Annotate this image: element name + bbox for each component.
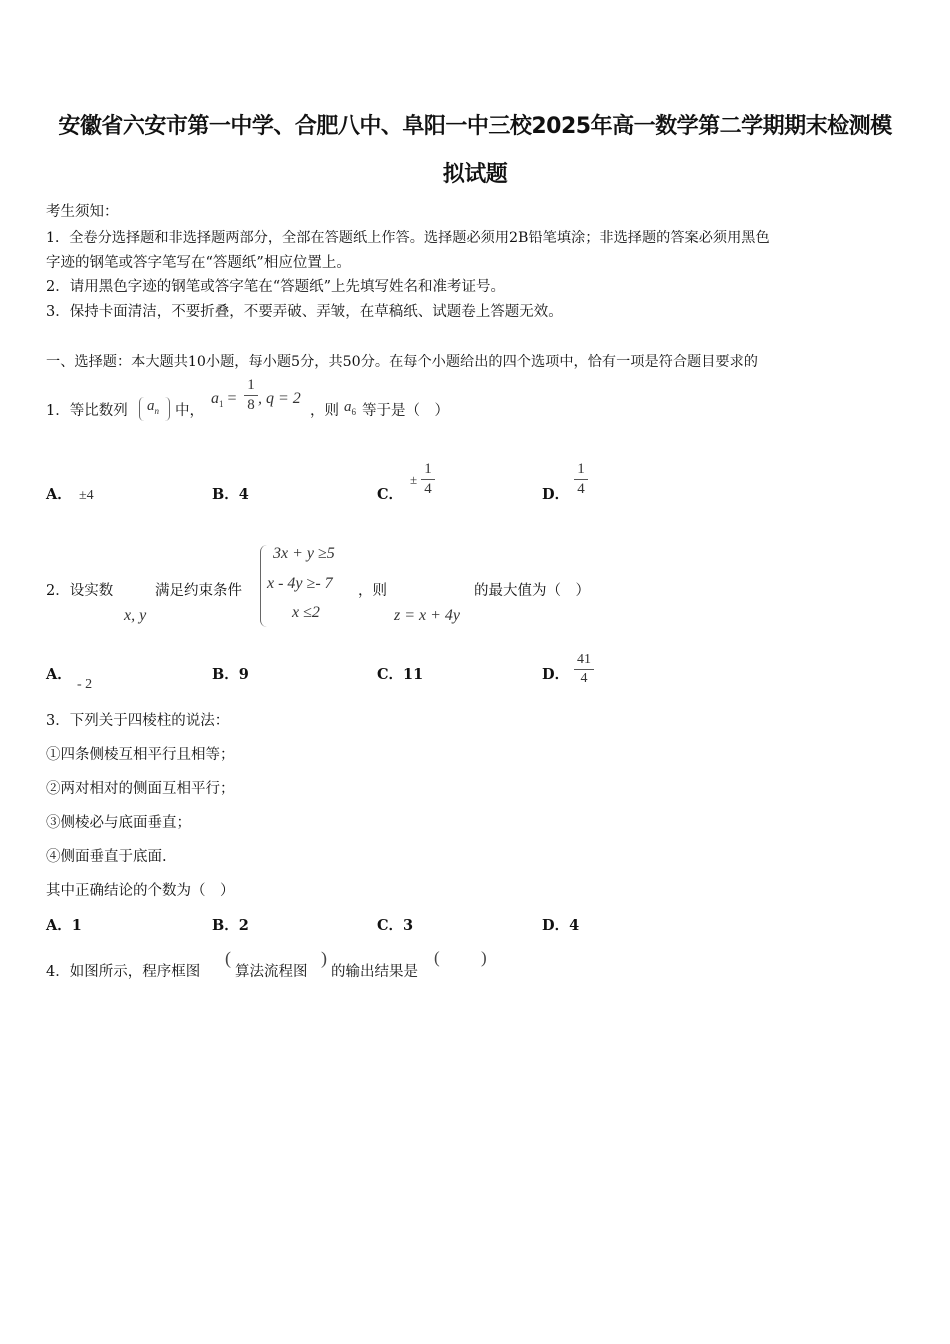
q1-condition: $a_1$ = — [211, 390, 237, 410]
q1-sequence: $a_n$ — [147, 398, 159, 416]
q2-constraint-brace — [260, 545, 267, 627]
notice-item-1b: 字迹的钢笔或答字笔写在“答题纸”相应位置上。 — [46, 255, 351, 271]
q4-right-paren: ) — [321, 948, 327, 968]
q2-option-a[interactable]: A． — [46, 666, 72, 683]
q3-option-d[interactable]: D．4 — [542, 917, 580, 934]
q2-mid: 满足约束条件 — [155, 583, 242, 599]
exam-title-line2: 拟试题 — [442, 162, 508, 187]
q2-then: ，则 — [358, 583, 387, 599]
notice-item-3: 3．保持卡面清洁，不要折叠，不要弄破、弄皱，在草稿纸、试题卷上答题无效。 — [46, 304, 563, 320]
q1-ratio: , q = 2 — [258, 390, 301, 407]
q1-mid: 中， — [175, 403, 204, 419]
q2-option-c[interactable]: C．11 — [377, 666, 424, 683]
notice-item-2: 2．请用黑色字迹的钢笔或答字笔在“答题纸”上先填写姓名和准考证号。 — [46, 279, 506, 295]
q3-statement-1: ①四条侧棱互相平行且相等； — [46, 747, 235, 763]
q3-option-a[interactable]: A．1 — [46, 917, 82, 934]
q3-option-c[interactable]: C．3 — [377, 917, 414, 934]
q2-suffix: 的最大值为（ ） — [474, 583, 590, 599]
q3-statement-4: ④侧面垂直于底面. — [46, 849, 167, 865]
q1-prefix: 1．等比数列 — [46, 403, 128, 419]
q3-ask: 其中正确结论的个数为（ ） — [46, 883, 235, 899]
section-heading: 一、选择题：本大题共10小题，每小题5分，共50分。在每个小题给出的四个选项中，恰有一项是符合题目要求的 — [46, 354, 758, 370]
q2-objective: z = x + 4y — [394, 607, 461, 624]
q4-prefix: 4．如图所示，程序框图 — [46, 964, 201, 980]
q1-option-d-fraction: 1 4 — [574, 461, 588, 498]
q2-constraint-1: 3x + y ≥5 — [273, 545, 335, 562]
q2-option-d[interactable]: D． — [542, 666, 570, 683]
q1-then: ，则 — [310, 403, 339, 419]
q1-option-c-pm: ± — [410, 472, 418, 487]
q1-option-c-fraction: 1 4 — [421, 461, 435, 498]
q2-option-d-fraction: 41 4 — [574, 652, 594, 687]
q2-variables: x, y — [124, 607, 147, 624]
q1-suffix: 等于是（ ） — [362, 403, 449, 419]
q1-option-b[interactable]: B．4 — [212, 486, 249, 503]
exam-title-line1: 安徽省六安市第一中学、合肥八中、阜阳一中三校2025年高一数学第二学期期末检测模 — [58, 114, 892, 139]
q2-constraint-3: x ≤2 — [292, 604, 320, 621]
q3-statement-2: ②两对相对的侧面互相平行； — [46, 781, 235, 797]
q1-fraction: 1 8 — [244, 377, 258, 414]
q2-option-a-value: - 2 — [77, 677, 93, 692]
notice-item-1a: 1．全卷分选择题和非选择题两部分，全部在答题纸上作答。选择题必须用2B铅笔填涂；非选择题的答案必须用黑色 — [46, 230, 770, 246]
q1-seq-brace-right — [165, 397, 170, 421]
q1-seq-brace-left — [139, 397, 144, 421]
q1-option-c[interactable]: C． — [377, 486, 404, 503]
q3-statement-3: ③侧棱必与底面垂直； — [46, 815, 191, 831]
q3-stem: 3．下列关于四棱柱的说法： — [46, 713, 230, 729]
q1-option-a-value: ±4 — [79, 488, 94, 503]
q4-blank-left: ( — [434, 948, 440, 967]
q4-blank-right: ) — [481, 948, 487, 967]
q2-prefix: 2．设实数 — [46, 583, 114, 599]
notice-heading: 考生须知： — [46, 204, 119, 220]
q4-left-paren: ( — [225, 948, 231, 968]
q1-target: $a_6$ — [344, 399, 356, 417]
q1-option-d[interactable]: D． — [542, 486, 570, 503]
q4-suffix: 的输出结果是 — [331, 964, 418, 980]
q2-option-b[interactable]: B．9 — [212, 666, 249, 683]
q1-option-a[interactable]: A． — [46, 486, 72, 503]
q3-option-b[interactable]: B．2 — [212, 917, 249, 934]
q2-constraint-2: x - 4y ≥- 7 — [267, 575, 333, 592]
q4-inner: 算法流程图 — [235, 964, 308, 980]
